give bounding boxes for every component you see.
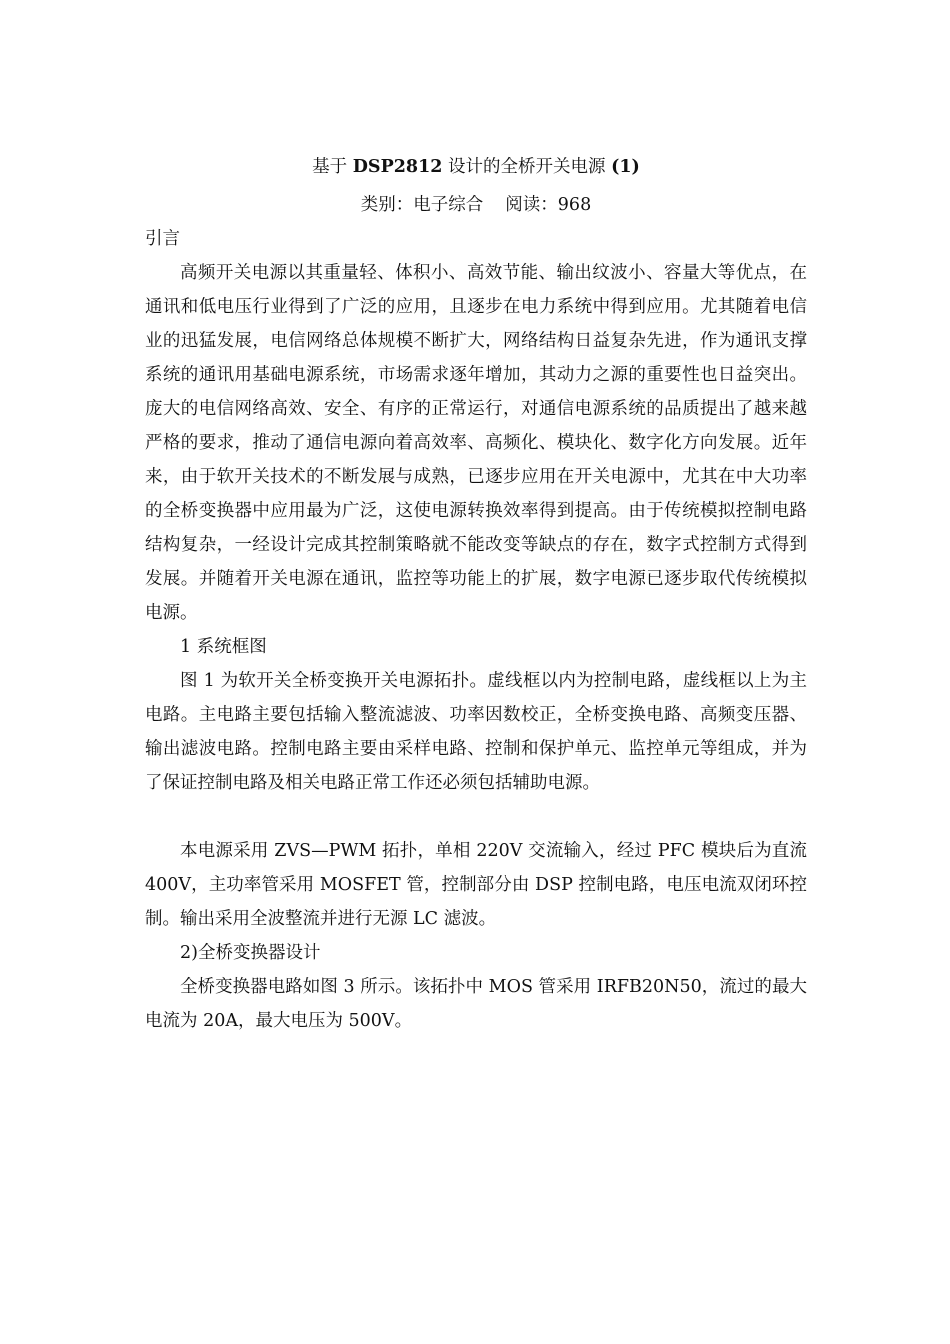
- intro-paragraph: 高频开关电源以其重量轻、体积小、高效节能、输出纹波小、容量大等优点，在通讯和低电压行业得到了广泛的应用，且逐步在电力系统中得到应用。尤其随着电信业的迅猛发展，电信网络总体规模不断扩大，网络结构日益复杂先进，作为通讯支撑系统的通讯用基础电源系统，市场需求逐年增加，其动力之源的重要性也日益突出。庞大的电信网络高效、安全、有序的正常运行，对通信电源系统的品质提出了越来越严格的要求，推动了通信电源向着高效率、高频化、模块化、数字化方向发展。近年来，由于软开关技术的不断发展与成熟，已逐步应用在开关电源中，尤其在中大功率的全桥变换器中应用最为广泛，这使电源转换效率得到提高。由于传统模拟控制电路结构复杂，一经设计完成其控制策略就不能改变等缺点的存在，数字式控制方式得到发展。并随着开关电源在通讯，监控等功能上的扩展，数字电源已逐步取代传统模拟电源。: [145, 263, 807, 623]
- section2-heading: 2)全桥变换器设计: [180, 943, 321, 963]
- reads-label: 阅读：968: [505, 195, 592, 215]
- title-suffix: 设计的全桥开关电源: [442, 157, 612, 177]
- article-meta: [145, 191, 807, 220]
- section1-paragraph: 图 1 为软开关全桥变换开关电源拓扑。虚线框以内为控制电路，虚线框以上为主电路。主电路主要包括输入整流滤波、功率因数校正，全桥变换电路、高频变压器、输出滤波电路。控制电路主要由采样电路、控制和保护单元、监控单元等组成，并为了保证控制电路及相关电路正常工作还必须包括辅助电源。: [145, 671, 807, 793]
- section1-heading: 1 系统框图: [180, 637, 267, 657]
- title-prefix: 基于: [312, 157, 353, 177]
- title-part: (1): [611, 157, 640, 177]
- title-bold: DSP2812: [352, 157, 443, 177]
- section2-paragraph: 全桥变换器电路如图 3 所示。该拓扑中 MOS 管采用 IRFB20N50，流过的最大电流为 20A，最大电压为 500V。: [145, 977, 807, 1031]
- article-title: [145, 153, 807, 182]
- blank-line: [145, 800, 807, 834]
- category-label: 类别：电子综合: [360, 195, 484, 215]
- power-paragraph: 本电源采用 ZVS—PWM 拓扑，单相 220V 交流输入，经过 PFC 模块后为直流 400V，主功率管采用 MOSFET 管，控制部分由 DSP 控制电路，电压电流双闭环控制。输出采用全波整流并进行无源 LC 滤波。: [145, 841, 807, 929]
- article-body: [145, 153, 807, 1038]
- intro-heading: 引言: [145, 229, 180, 249]
